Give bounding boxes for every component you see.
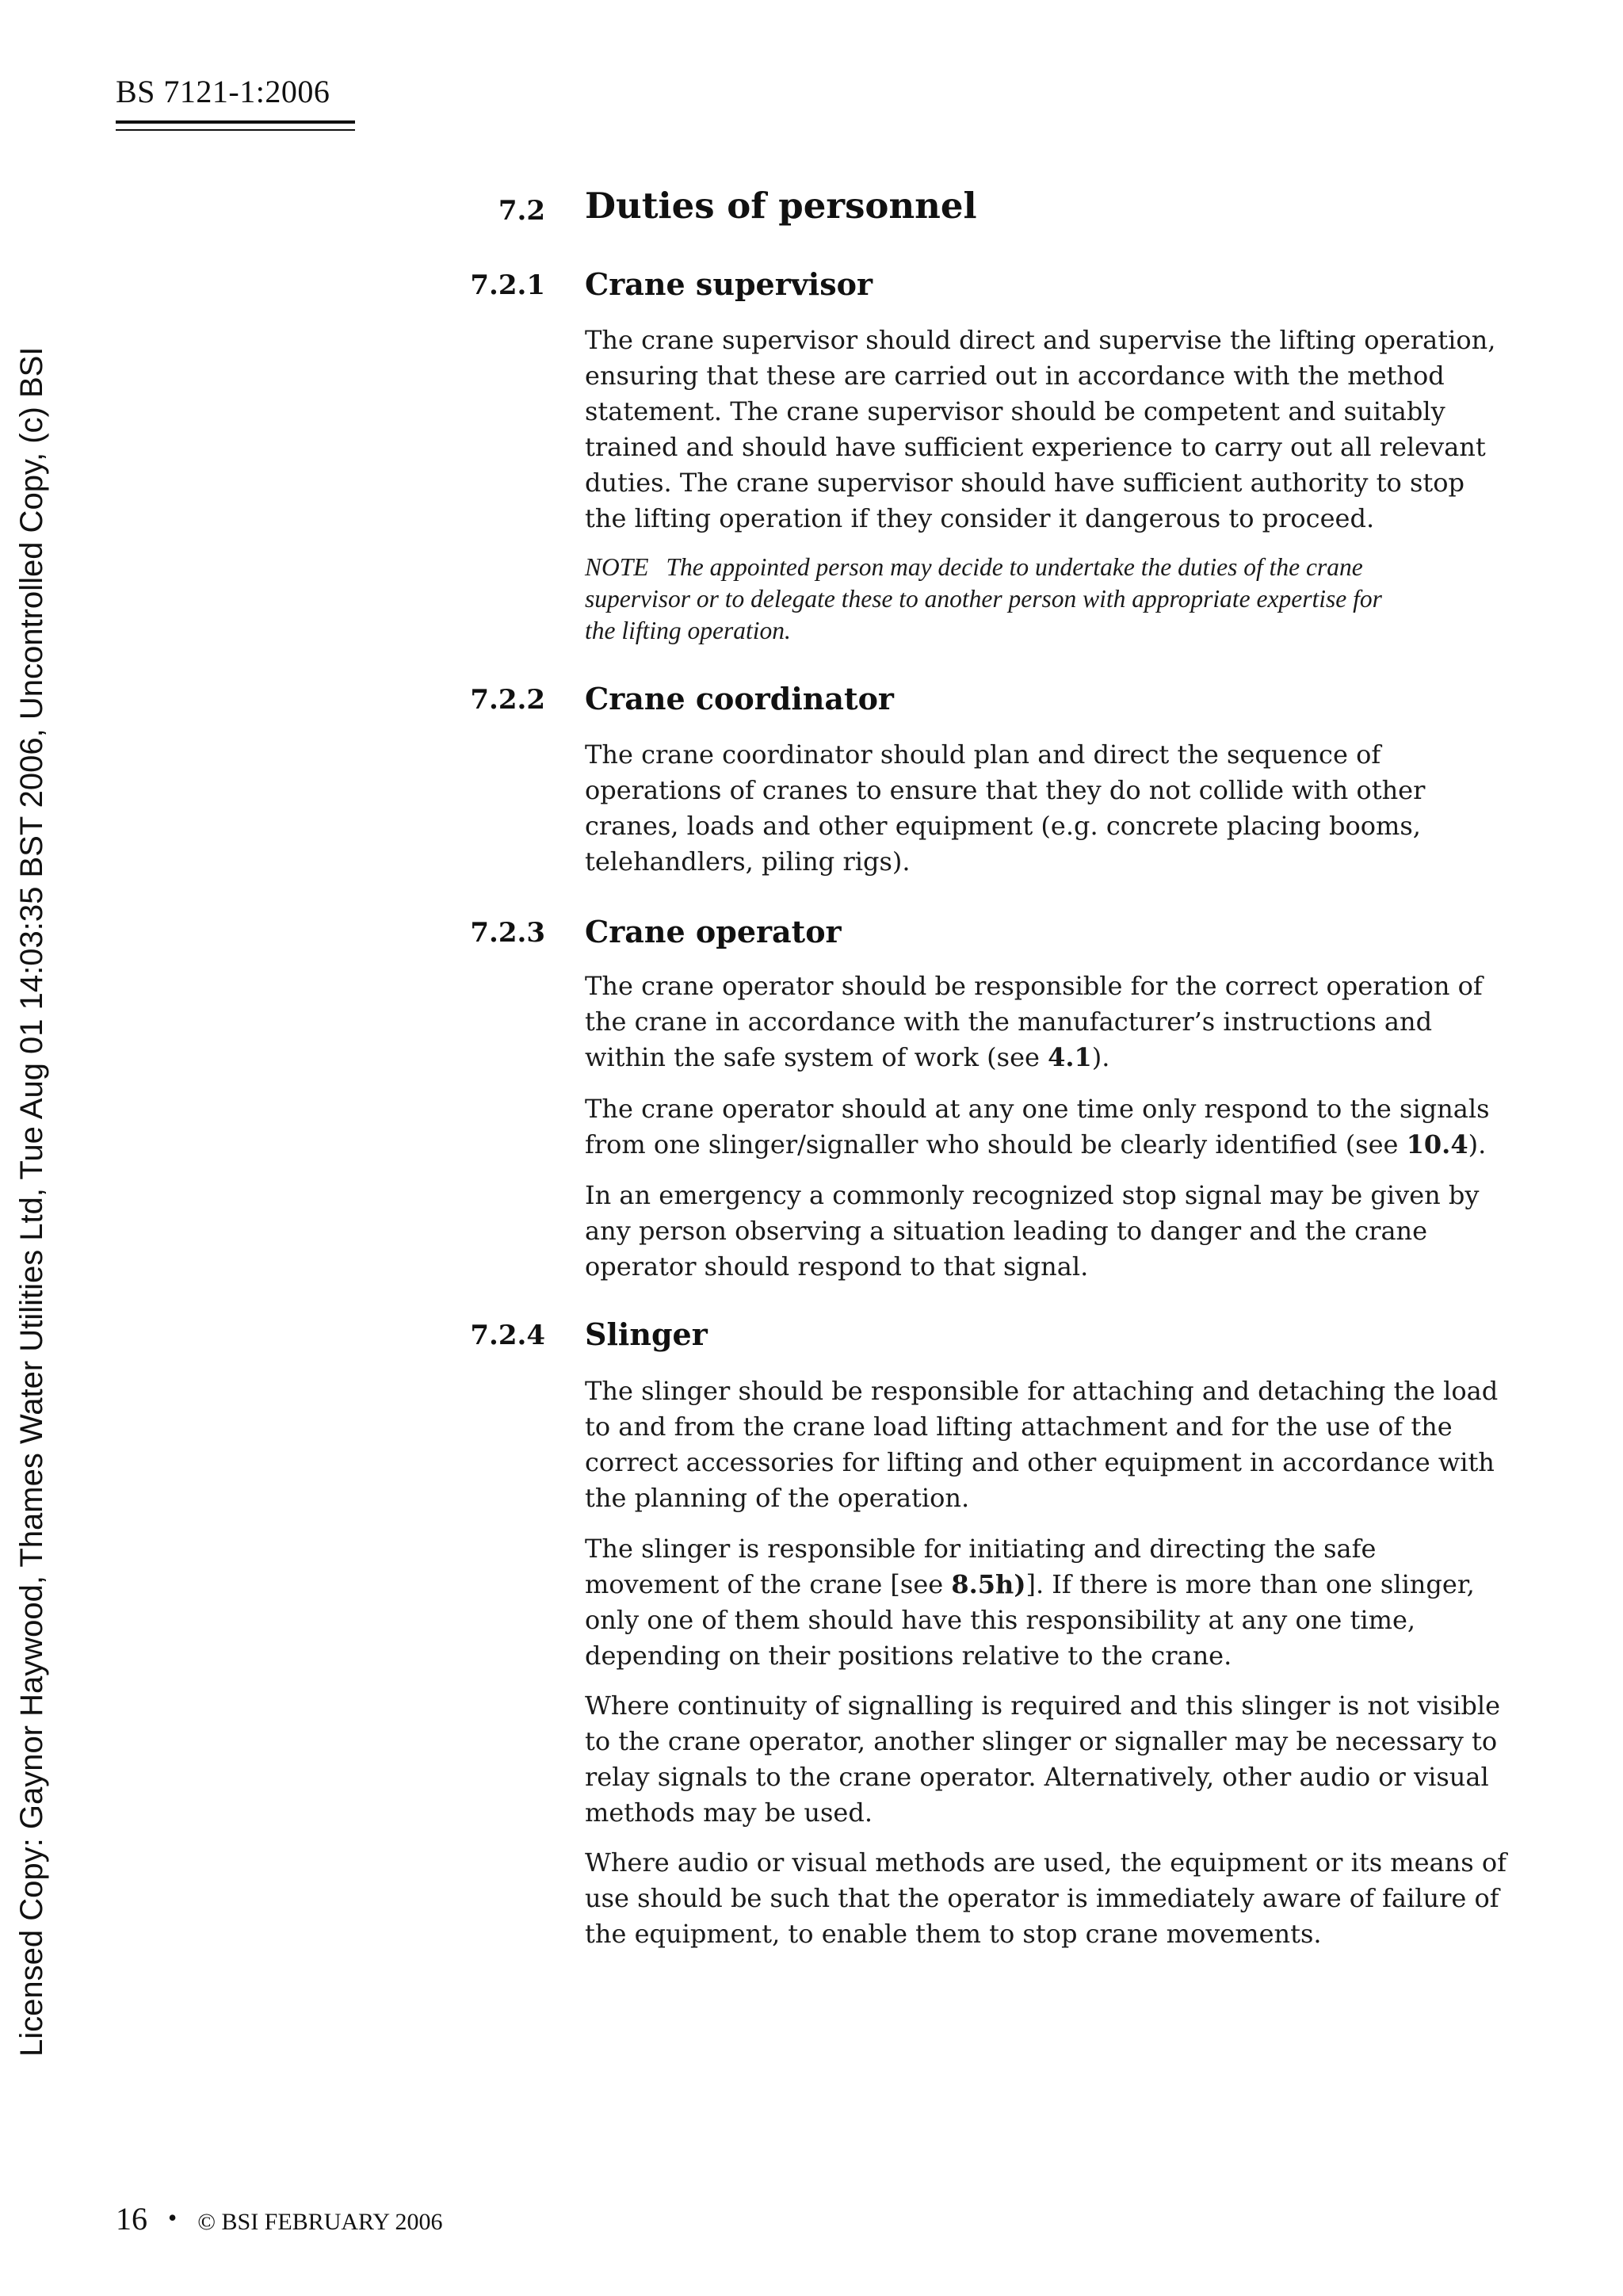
page-number: 16 [116,2201,147,2237]
paragraph [585,1531,1504,1674]
text-line: In an emergency a commonly recognized stop signal may be given by [585,1180,1480,1210]
text-line: to and from the crane load lifting attachment and for the use of the [585,1412,1453,1442]
paragraph [585,968,1504,1075]
text-line: the lifting operation if they consider it dangerous to proceed. [585,503,1375,533]
text-line: only one of them should have this responsibility at any one time, [585,1605,1416,1635]
text-line: use should be such that the operator is immediately aware of failure of [585,1883,1499,1913]
text-line: Where audio or visual methods are used, the equipment or its means of [585,1847,1507,1878]
text-line: The crane operator should be responsible for the correct operation of [585,971,1483,1001]
note-label: NOTE [585,553,649,581]
paragraph [585,323,1504,537]
text-line: any person observing a situation leading to danger and the crane [585,1216,1428,1246]
text-line [585,1040,1504,1075]
text-line: duties. The crane supervisor should have sufficient authority to stop [585,468,1465,498]
section-number: 7.2 [498,195,545,227]
text-fragment: ). [1091,1042,1110,1072]
note-text: The appointed person may decide to undertake the duties of the crane [666,553,1363,581]
text-line: ensuring that these are carried out in accordance with the method [585,361,1445,391]
text-fragment: from one slinger/signaller who should be clearly identified (see [585,1129,1407,1159]
paragraph [585,1688,1504,1831]
licence-watermark: Licensed Copy: Gaynor Haywood, Thames Water Utilities Ltd, Tue Aug 01 14:03:35 BST 2006, Uncontrolled Copy, (c) BSI [14,346,49,2057]
text-fragment: ]. If there is more than one slinger, [1025,1569,1475,1599]
paragraph [585,1845,1507,1952]
text-line: methods may be used. [585,1797,873,1828]
text-line: The slinger should be responsible for attaching and detaching the load [585,1376,1499,1406]
subsection-number: 7.2.2 [470,684,545,716]
text-line: relay signals to the crane operator. Alternatively, other audio or visual [585,1762,1489,1792]
subsection-number: 7.2.3 [470,917,545,949]
paragraph [585,1091,1504,1163]
paragraph [585,1178,1504,1285]
subsection-title: Slinger [585,1316,708,1352]
text-line: depending on their positions relative to the crane. [585,1641,1232,1671]
text-line: operator should respond to that signal. [585,1251,1089,1282]
standard-id: BS 7121-1:2006 [116,74,330,109]
text-line: statement. The crane supervisor should be competent and suitably [585,396,1445,426]
cross-reference[interactable]: 10.4 [1406,1129,1468,1159]
text-line: the crane in accordance with the manufacturer’s instructions and [585,1007,1433,1037]
text-fragment: movement of the crane [see [585,1569,952,1599]
subsection-title: Crane coordinator [585,681,894,716]
note [585,552,1504,647]
text-line: cranes, loads and other equipment (e.g. concrete placing booms, [585,811,1421,841]
header-rule-thick [116,120,355,124]
page-footer [116,2200,442,2237]
text-line: to the crane operator, another slinger or signaller may be necessary to [585,1726,1498,1756]
cross-reference[interactable]: 4.1 [1048,1042,1092,1072]
text-line: supervisor or to delegate these to another person with appropriate expertise for [585,585,1382,613]
text-line [585,1127,1504,1163]
text-line [585,552,1504,583]
cross-reference[interactable]: 8.5h) [951,1569,1026,1599]
subsection-number: 7.2.4 [470,1320,545,1351]
text-line: the lifting operation. [585,617,791,644]
text-line: telehandlers, piling rigs). [585,846,911,877]
subsection-title: Crane supervisor [585,266,873,302]
text-line: correct accessories for lifting and other equipment in accordance with [585,1447,1495,1477]
bullet-separator: • [168,2203,178,2232]
paragraph [585,737,1504,880]
text-line: The crane supervisor should direct and supervise the lifting operation, [585,325,1496,355]
text-fragment: within the safe system of work (see [585,1042,1048,1072]
text-line: the equipment, to enable them to stop crane movements. [585,1919,1322,1949]
text-line: the planning of the operation. [585,1483,970,1513]
text-line: operations of cranes to ensure that they do not collide with other [585,775,1426,805]
text-line [585,1567,1504,1603]
text-line: Where continuity of signalling is required and this slinger is not visible [585,1690,1501,1721]
header-rule-thin [116,129,355,131]
text-line: The crane coordinator should plan and direct the sequence of [585,739,1381,770]
section-title: Duties of personnel [585,185,977,227]
subsection-title: Crane operator [585,914,842,949]
subsection-number: 7.2.1 [470,269,545,301]
text-line: trained and should have sufficient experience to carry out all relevant [585,432,1486,462]
text-fragment: ). [1468,1129,1487,1159]
paragraph [585,1373,1504,1516]
text-line: The crane operator should at any one time only respond to the signals [585,1094,1490,1124]
copyright-notice: © BSI FEBRUARY 2006 [197,2209,443,2235]
text-line: The slinger is responsible for initiating and directing the safe [585,1534,1377,1564]
